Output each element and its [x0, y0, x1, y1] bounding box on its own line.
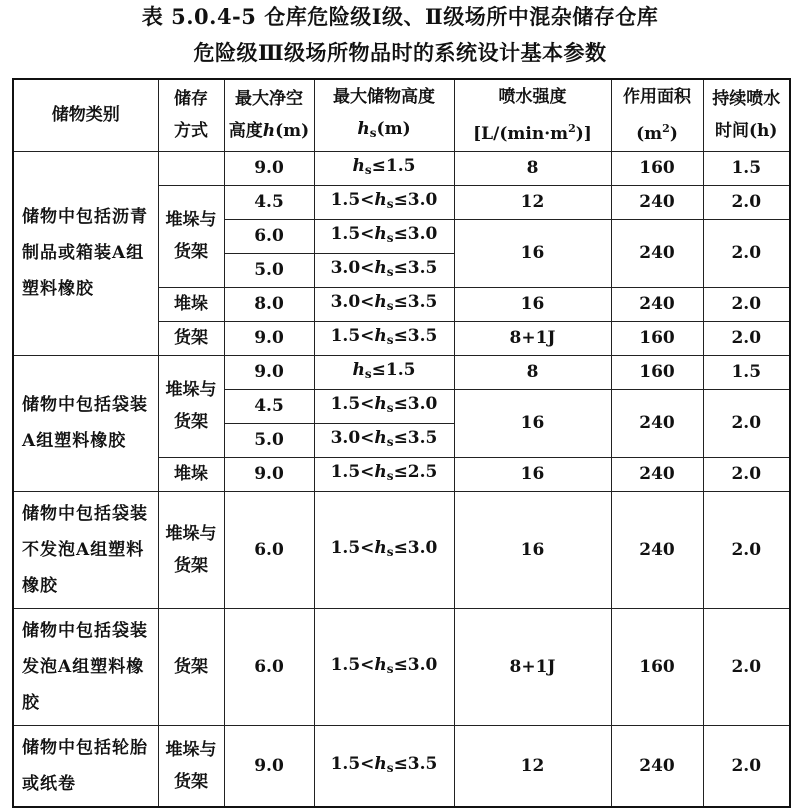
area-cell: 240	[611, 219, 703, 287]
clear-height-cell: 6.0	[224, 491, 314, 608]
header-storage-mode: 储存 方式	[158, 79, 224, 151]
clear-height-cell: 9.0	[224, 725, 314, 807]
clear-height-cell: 4.5	[224, 389, 314, 423]
clear-height-cell: 5.0	[224, 253, 314, 287]
storage-height-cell: $3.0<h_s\le 3.5$	[314, 287, 454, 321]
category-cell: 储物中包括袋装发泡A组塑料橡胶	[13, 608, 158, 725]
mode-cell: 堆垛与货架	[158, 355, 224, 457]
table-row	[13, 151, 790, 185]
duration-cell: 1.5	[703, 355, 790, 389]
storage-height-cell: $1.5<h_s\le 3.0$	[314, 185, 454, 219]
density-cell: 12	[454, 185, 611, 219]
table-row	[13, 355, 790, 389]
header-max-clear-height: 最大净空 高度h(m)	[224, 79, 314, 151]
area-cell: 160	[611, 321, 703, 355]
duration-cell: 2.0	[703, 608, 790, 725]
storage-height-cell: $1.5<h_s\le 3.0$	[314, 608, 454, 725]
storage-height-cell: $1.5<h_s\le 3.0$	[314, 389, 454, 423]
header-spray-duration: 持续喷水 时间(h)	[703, 79, 790, 151]
density-cell: 8	[454, 355, 611, 389]
storage-height-cell: $1.5<h_s\le 3.5$	[314, 321, 454, 355]
duration-cell: 2.0	[703, 725, 790, 807]
duration-cell: 2.0	[703, 185, 790, 219]
density-cell: 8+1J	[454, 321, 611, 355]
header-spray-density: 喷水强度 $[L/(\min\cdot m^2)]$	[454, 79, 611, 151]
mode-cell: 堆垛	[158, 287, 224, 321]
category-cell: 储物中包括袋装A组塑料橡胶	[13, 355, 158, 491]
storage-height-cell: $3.0<h_s\le 3.5$	[314, 253, 454, 287]
density-cell: 16	[454, 287, 611, 321]
header-operating-area: 作用面积 $(m^2)$	[611, 79, 703, 151]
table-header-row	[13, 79, 790, 151]
clear-height-cell: 6.0	[224, 219, 314, 253]
storage-height-cell: $1.5<h_s\le 3.0$	[314, 219, 454, 253]
clear-height-cell: 6.0	[224, 608, 314, 725]
clear-height-cell: 9.0	[224, 355, 314, 389]
area-cell: 240	[611, 389, 703, 457]
storage-height-cell: $h_s\le 1.5$	[314, 151, 454, 185]
clear-height-cell: 4.5	[224, 185, 314, 219]
clear-height-cell: 9.0	[224, 151, 314, 185]
table-row	[13, 725, 790, 807]
storage-height-cell: $1.5<h_s\le 2.5$	[314, 457, 454, 491]
area-cell: 160	[611, 608, 703, 725]
mode-cell: 堆垛与货架	[158, 725, 224, 807]
table-title-line-2: 危险级Ⅲ级场所物品时的系统设计基本参数	[193, 40, 607, 65]
table-title-line-1: 表 5.0.4-5 仓库危险级Ⅰ级、Ⅱ级场所中混杂储存仓库	[141, 4, 659, 29]
area-cell: 240	[611, 287, 703, 321]
density-cell: 8	[454, 151, 611, 185]
duration-cell: 2.0	[703, 321, 790, 355]
area-cell: 160	[611, 355, 703, 389]
clear-height-cell: 5.0	[224, 423, 314, 457]
clear-height-cell: 8.0	[224, 287, 314, 321]
storage-height-cell: $h_s\le 1.5$	[314, 355, 454, 389]
density-cell: 16	[454, 457, 611, 491]
mode-cell: 货架	[158, 321, 224, 355]
area-cell: 160	[611, 151, 703, 185]
density-cell: 12	[454, 725, 611, 807]
area-cell: 240	[611, 725, 703, 807]
clear-height-cell: 9.0	[224, 457, 314, 491]
mode-cell: 堆垛与货架	[158, 185, 224, 287]
duration-cell: 2.0	[703, 287, 790, 321]
duration-cell: 2.0	[703, 457, 790, 491]
mode-cell: 堆垛与货架	[158, 491, 224, 608]
table-row	[13, 491, 790, 608]
duration-cell: 2.0	[703, 389, 790, 457]
storage-height-cell: $1.5<h_s\le 3.0$	[314, 491, 454, 608]
area-cell: 240	[611, 457, 703, 491]
category-cell: 储物中包括沥青制品或箱装A组塑料橡胶	[13, 151, 158, 355]
duration-cell: 2.0	[703, 219, 790, 287]
mode-cell: 堆垛	[158, 457, 224, 491]
duration-cell: 2.0	[703, 491, 790, 608]
header-category: 储物类别	[13, 79, 158, 151]
mode-cell: 货架	[158, 608, 224, 725]
category-cell: 储物中包括袋装不发泡A组塑料橡胶	[13, 491, 158, 608]
density-cell: 16	[454, 491, 611, 608]
area-cell: 240	[611, 491, 703, 608]
header-max-storage-height: 最大储物高度 $h_s(m)$	[314, 79, 454, 151]
storage-height-cell: $3.0<h_s\le 3.5$	[314, 423, 454, 457]
density-cell: 8+1J	[454, 608, 611, 725]
category-cell: 储物中包括轮胎或纸卷	[13, 725, 158, 807]
density-cell: 16	[454, 389, 611, 457]
density-cell: 16	[454, 219, 611, 287]
clear-height-cell: 9.0	[224, 321, 314, 355]
parameters-table	[12, 78, 791, 808]
table-row	[13, 608, 790, 725]
mode-cell	[158, 151, 224, 185]
duration-cell: 1.5	[703, 151, 790, 185]
storage-height-cell: $1.5<h_s\le 3.5$	[314, 725, 454, 807]
area-cell: 240	[611, 185, 703, 219]
